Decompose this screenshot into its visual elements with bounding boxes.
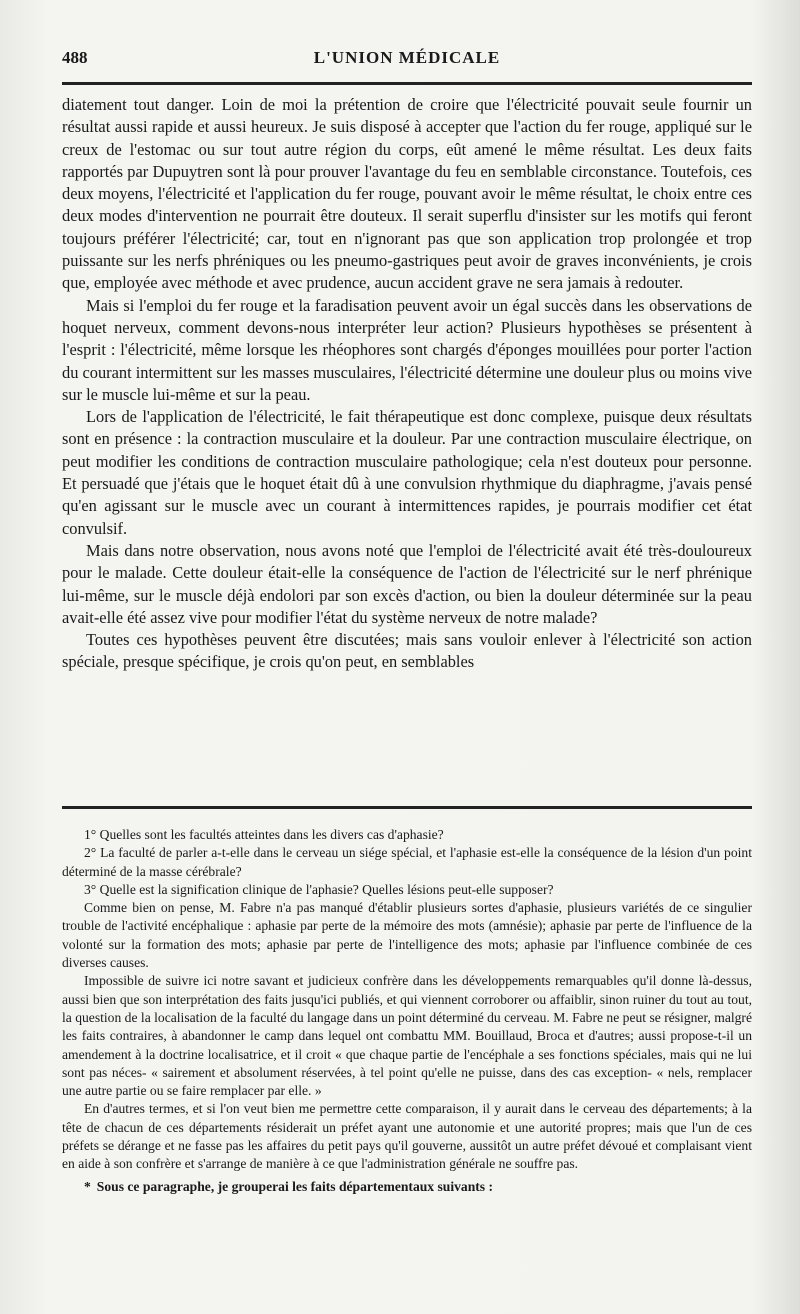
page-number: 488 [62, 48, 88, 67]
small-print-section [62, 826, 752, 1196]
body-paragraph: Mais dans notre observation, nous avons noté que l'emploi de l'électricité avait été très-douloureux pour le malade. Cette douleur était-elle la conséquence de l'action de l'électricité sur le nerf phrénique lui-même, sur le muscle déjà endolori par son excès d'action, ou bien la douleur déterminée sur la peau avait-elle été assez vive pour modifier l'état du système nerveux de notre malade? [62, 540, 752, 627]
body-paragraph: Toutes ces hypothèses peuvent être discutées; mais sans vouloir enlever à l'électricité son action spéciale, presque spécifique, je crois qu'on peut, en semblables [62, 630, 752, 672]
asterism-mark: * [84, 1178, 91, 1194]
section-intro [62, 1178, 752, 1196]
running-head: L'UNION MÉDICALE [313, 48, 501, 67]
header-rule [62, 82, 752, 85]
main-text [62, 94, 752, 674]
body-paragraph: Mais si l'emploi du fer rouge et la faradisation peuvent avoir un égal succès dans les observations de hoquet nerveux, comment devons-nous interpréter leur action? Plusieurs hypothèses se présentent à l'esprit : l'électricité, même lorsque les rhéophores sont chargés d'éponges mouillées pour porter l'action du courant intermittent sur les masses musculaires, l'électricité détermine une douleur plus ou moins vive sur le muscle lui-même et sur la peau. [62, 295, 752, 404]
body-paragraph: diatement tout danger. Loin de moi la prétention de croire que l'électricité pouvait seule fournir un résultat aussi rapide et aussi heureux. Je suis disposé à accepter que l'action du fer rouge, appliqué sur le creux de l'estomac ou sur tout autre région du corps, eût amené le même résultat. Les deux faits rapportés par Dupuytren sont là pour prouver l'avantage du feu en semblable circonstance. Toutefois, ces deux moyens, l'électricité et l'application du fer rouge, pouvant avoir le même résultat, le choix entre ces deux modes d'intervention ne pourrait être douteux. Il serait superflu d'insister sur les motifs qui feront toujours préférer l'électricité; car, tout en n'ignorant pas que son application trop prolongée et trop puissante sur les nerfs phréniques ou les pneumo-gastriques peut avoir de graves inconvénients, je crois que, employée avec méthode et avec prudence, aucun accident grave ne sera jamais à redouter. [62, 95, 752, 293]
note-paragraph: En d'autres termes, et si l'on veut bien me permettre cette comparaison, il y aurait dans le cerveau des départements; à la tête de chacun de ces départements résiderait un préfet ayant une autonomie et une autorité propres; mais que l'un de ces préfets se dérange et ne fasse pas les affaires du petit pays qu'il gouverne, aussitôt un autre préfet dévoué et complaisant vient en aide à son confrère et s'arrange de manière à ce que l'administration générale ne souffre pas. [62, 1101, 752, 1172]
section-intro-text: Sous ce paragraphe, je grouperai les faits départementaux suivants : [96, 1178, 494, 1194]
note-paragraph: Comme bien on pense, M. Fabre n'a pas manqué d'établir plusieurs sortes d'aphasie, plusieurs variétés de ce singulier trouble de l'activité encéphalique : aphasie par perte de la mémoire des mots (amnésie); aphasie par perte de l'influence de la volonté sur la formation des mots; aphasie par perte de l'intelligence des mots; aphasie par l'influence combinée de ces diverses causes. [62, 900, 752, 971]
question-item: 2° La faculté de parler a-t-elle dans le cerveau un siége spécial, et l'aphasie est-elle la conséquence de la lésion d'un point déterminé de la masse cérébrale? [62, 845, 752, 879]
section-rule [62, 806, 752, 809]
question-item: 1° Quelles sont les facultés atteintes dans les divers cas d'aphasie? [84, 827, 444, 842]
note-paragraph: Impossible de suivre ici notre savant et judicieux confrère dans les développements remarquables qu'il donne là-dessus, aussi bien que son interprétation des faits jusqu'ici publiés, et qui viennent corroborer ou affaiblir, sinon ruiner du tout au tout, la question de la localisation de la faculté du langage dans un point déterminé du cerveau. M. Fabre ne peut se résigner, malgré les faits contraires, à abandonner le camp dans lequel ont combattu MM. Bouillaud, Broca et d'autres; aussi propose-t-il un amendement à la doctrine localisatrice, et il croit « que chaque partie de l'encéphale a ses fonctions spéciales, mais qui ne lui sont pas néces- « sairement et absolument réservées, à tel point qu'elle ne puisse, dans des cas exception- « nels, remplacer une autre partie ou se faire remplacer par elle. » [62, 973, 752, 1099]
body-paragraph: Lors de l'application de l'électricité, le fait thérapeutique est donc complexe, puisque deux résultats sont en présence : la contraction musculaire et la douleur. Par une contraction musculaire électrique, on peut modifier les conditions de contraction musculaire pathologique; cela n'est douteux pour personne. Et persuadé que j'étais que le hoquet était dû à une convulsion rhythmique du diaphragme, j'avais pensé qu'en agissant sur le muscle avec un courant à intermittences rapides, je pourrais modifier cet état convulsif. [62, 407, 752, 538]
page-header [62, 46, 752, 76]
question-item: 3° Quelle est la signification clinique de l'aphasie? Quelles lésions peut-elle supposer? [84, 881, 554, 897]
